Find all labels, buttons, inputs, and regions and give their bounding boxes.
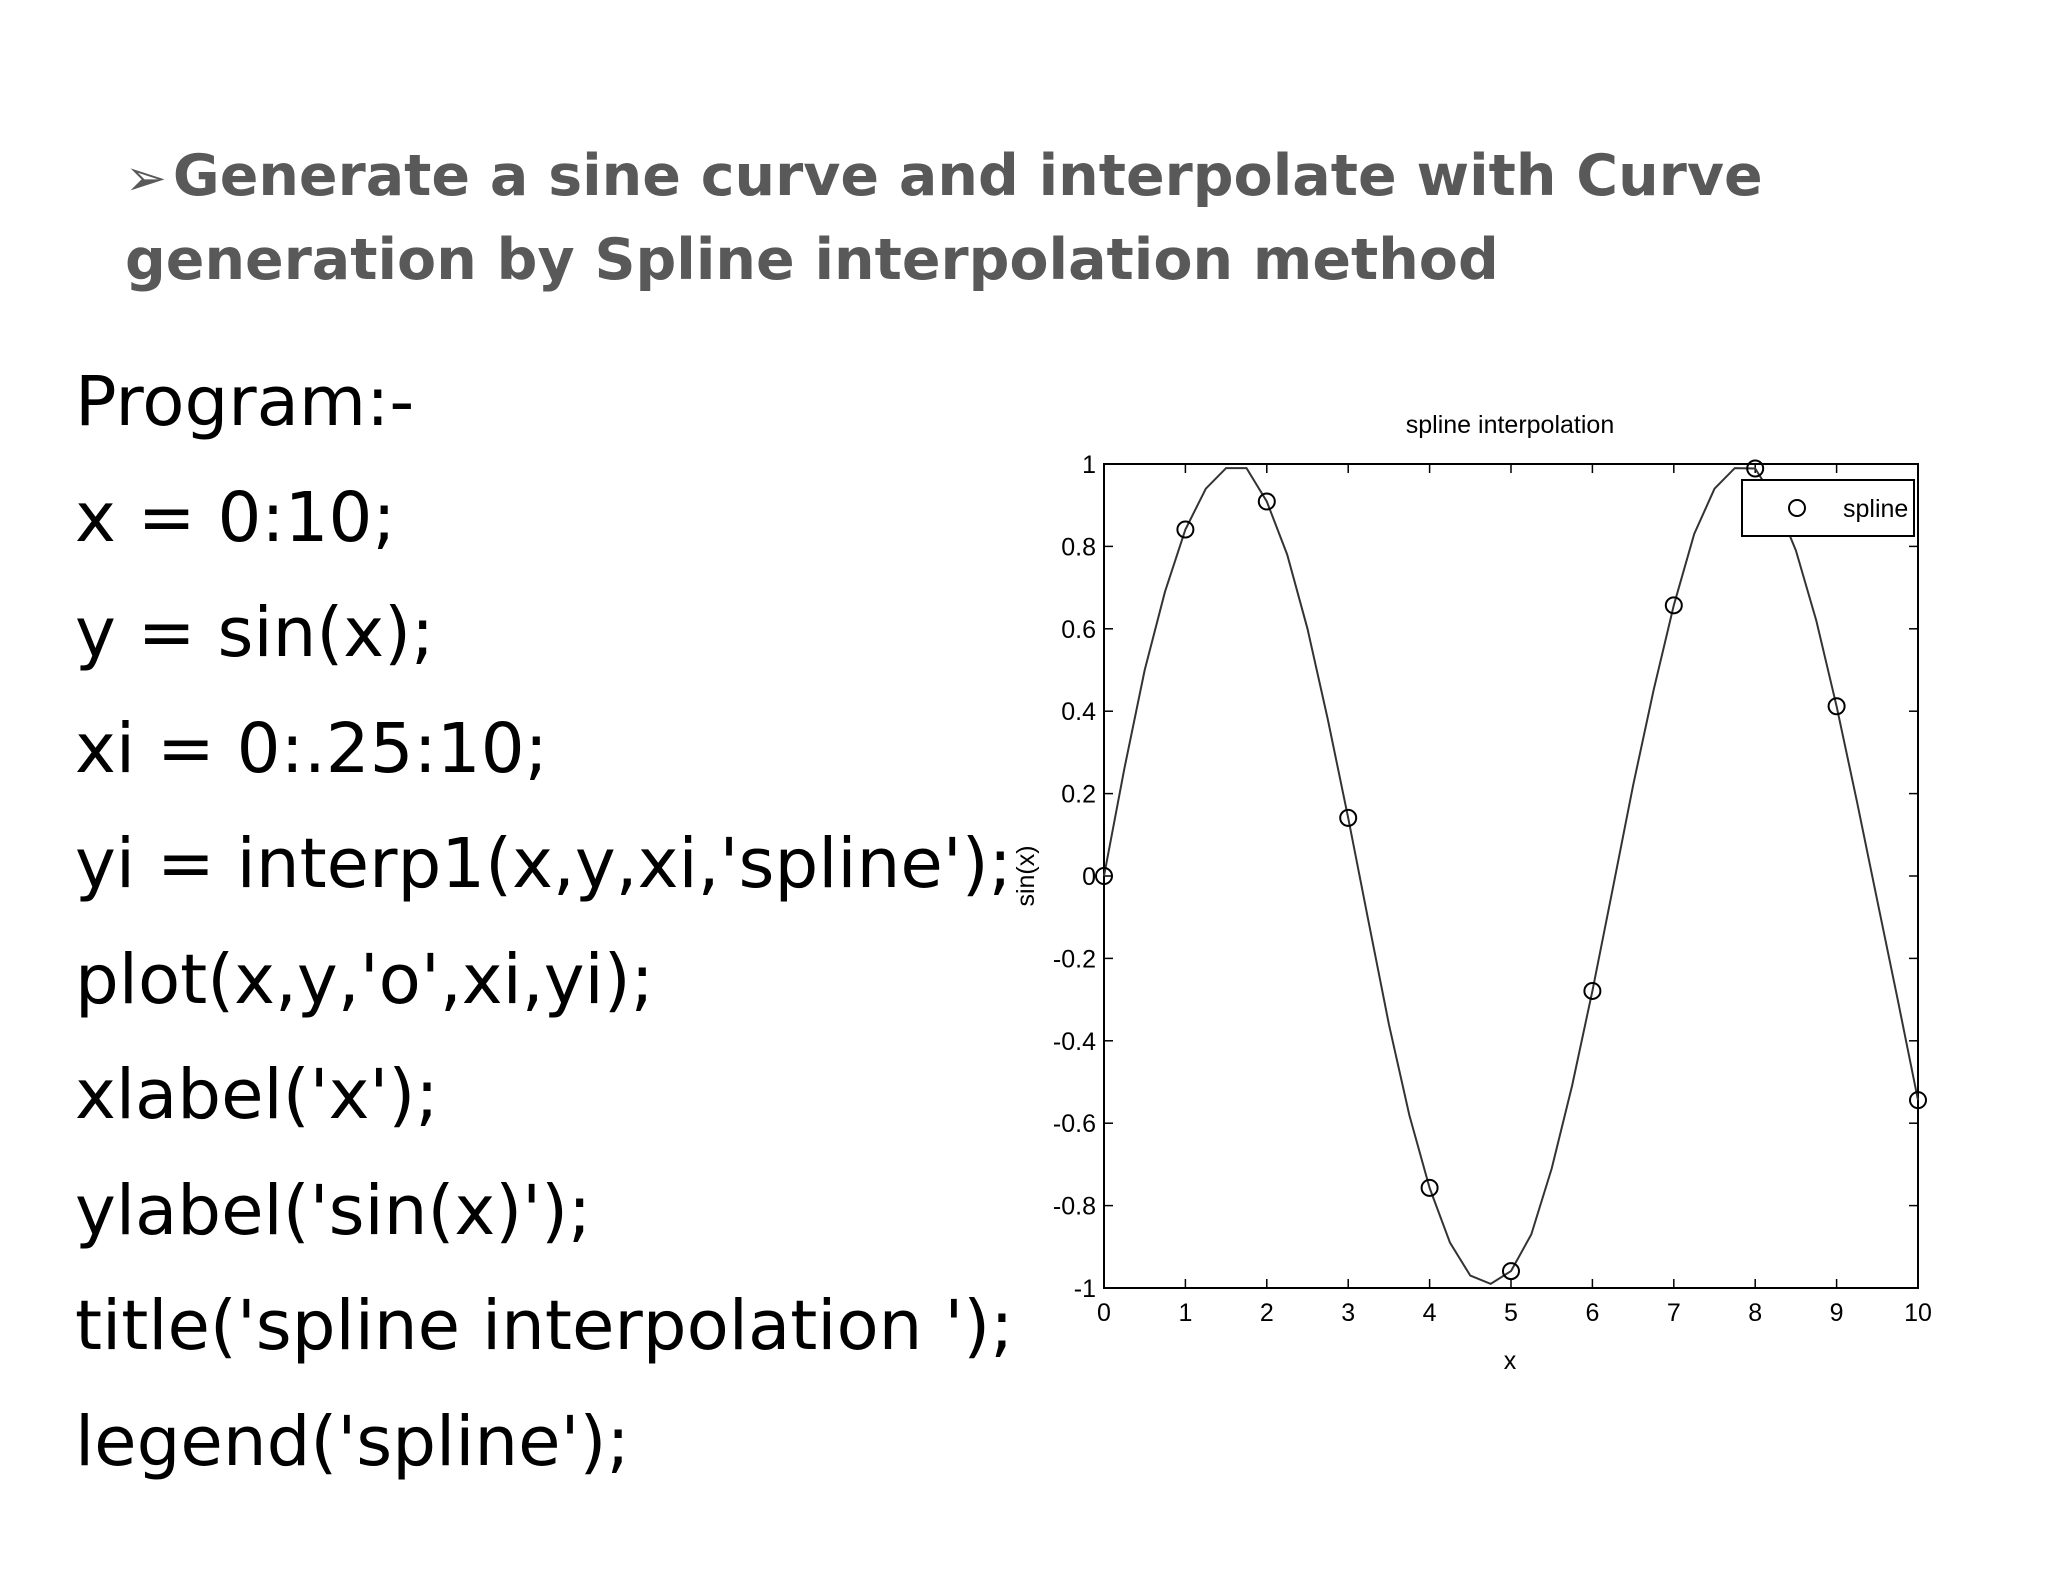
- chart-title: spline interpolation: [1405, 411, 1615, 439]
- legend-entry-label: spline: [1843, 495, 1909, 523]
- y-tick-label: -0.4: [1052, 1027, 1096, 1056]
- y-tick-label: 1: [1082, 451, 1096, 479]
- code-line: xlabel('x');: [75, 1055, 439, 1135]
- code-line: ylabel('sin(x)');: [75, 1170, 592, 1251]
- y-tick-label: 0: [1082, 863, 1096, 891]
- y-axis-label: sin(x): [1012, 845, 1040, 907]
- x-axis-label: x: [1503, 1347, 1517, 1375]
- x-tick-label: 7: [1666, 1299, 1681, 1327]
- heading-text: Generate a sine curve and interpolate with Curve generation by Spline interpolation method: [125, 143, 1763, 293]
- code-line: plot(x,y,'o',xi,yi);: [75, 939, 654, 1020]
- interpolated-spline-line: [1104, 468, 1918, 1284]
- y-tick-label: 0.8: [1061, 533, 1096, 562]
- y-tick-label: -0.6: [1052, 1110, 1096, 1139]
- y-tick-label: -1: [1073, 1275, 1096, 1303]
- y-tick-label: 0.6: [1061, 615, 1096, 644]
- x-tick-label: 2: [1259, 1299, 1274, 1327]
- x-tick-label: 9: [1829, 1299, 1844, 1327]
- x-tick-label: 4: [1422, 1299, 1437, 1327]
- plot-area-frame: [1104, 464, 1918, 1288]
- x-tick-label: 5: [1504, 1299, 1518, 1327]
- x-tick-label: 6: [1585, 1299, 1600, 1327]
- code-line: legend('spline');: [75, 1401, 630, 1482]
- y-tick-label: 0.4: [1061, 698, 1096, 727]
- code-line: title('spline interpolation ');: [75, 1286, 1014, 1366]
- y-tick-label: -0.8: [1052, 1192, 1096, 1221]
- x-tick-label: 8: [1748, 1299, 1763, 1327]
- code-line: xi = 0:.25:10;: [75, 708, 548, 789]
- code-line: yi = interp1(x,y,xi,'spline');: [75, 824, 1012, 904]
- x-tick-label: 1: [1178, 1299, 1193, 1327]
- x-tick-label: 10: [1904, 1299, 1932, 1327]
- y-tick-label: -0.2: [1052, 945, 1096, 974]
- arrow-bullet-icon: ➢: [125, 149, 167, 207]
- x-tick-label: 0: [1097, 1299, 1111, 1327]
- code-line: Program:-: [75, 362, 415, 442]
- y-tick-label: 0.2: [1061, 780, 1096, 809]
- code-line: y = sin(x);: [75, 593, 435, 673]
- x-tick-label: 3: [1341, 1299, 1356, 1327]
- code-line: x = 0:10;: [75, 477, 396, 558]
